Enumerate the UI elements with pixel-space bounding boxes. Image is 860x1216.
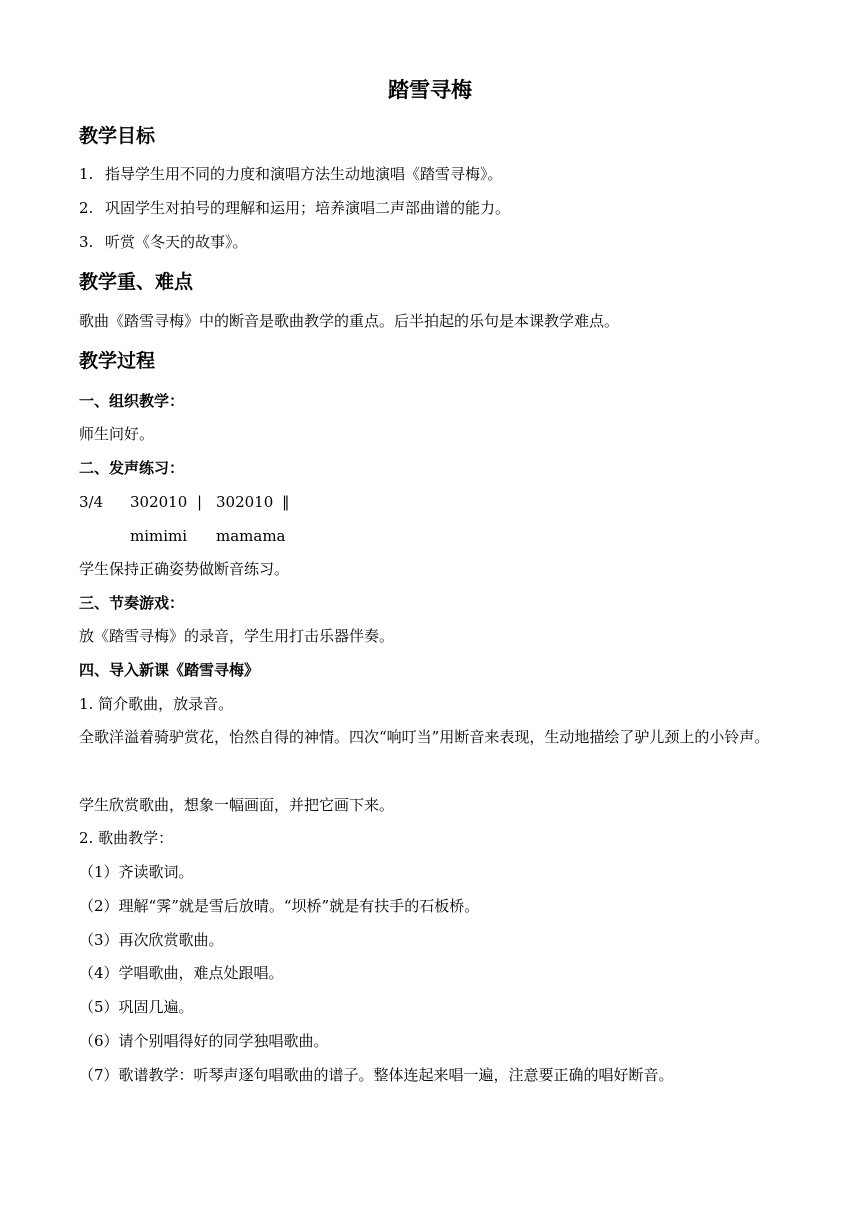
goal-item-3-text: 听赏《冬天的故事》。 [105, 233, 248, 251]
section-1-heading: 一、组织教学： [79, 392, 185, 410]
notation-measure-2: 302010 [216, 493, 274, 511]
section-3-heading: 三、节奏游戏： [79, 594, 185, 612]
goals-heading: 教学目标 [79, 125, 156, 147]
section-4-song-teaching: 2. 歌曲教学： [79, 829, 174, 847]
goal-item-1 [79, 163, 789, 185]
notation-measure-1: 302010 [130, 493, 188, 511]
section-4-heading: 四、导入新课《踏雪寻梅》 [79, 661, 260, 679]
step-4: （4）学唱歌曲，难点处跟唱。 [79, 964, 284, 982]
notation-barline: | [197, 493, 203, 511]
section-1-text: 师生问好。 [79, 425, 155, 443]
section-4-activity: 学生欣赏歌曲，想象一幅画面，并把它画下来。 [79, 796, 395, 814]
goal-item-3-num: 3. [79, 233, 94, 251]
goal-item-2-num: 2. [79, 199, 94, 217]
section-2-text: 学生保持正确姿势做断音练习。 [79, 560, 290, 578]
step-7: （7）歌谱教学：听琴声逐句唱歌曲的谱子。整体连起来唱一遍，注意要正确的唱好断音。 [79, 1066, 674, 1084]
key-points-heading: 教学重、难点 [79, 271, 194, 293]
section-4-intro: 1. 简介歌曲，放录音。 [79, 695, 234, 713]
goal-item-2 [79, 197, 789, 219]
step-1: （1）齐读歌词。 [79, 863, 194, 881]
step-3: （3）再次欣赏歌曲。 [79, 931, 224, 949]
goal-item-2-text: 巩固学生对拍号的理解和运用；培养演唱二声部曲谱的能力。 [105, 199, 511, 217]
syllables-1: mimimi [130, 527, 188, 545]
goal-item-1-num: 1. [79, 165, 94, 183]
goal-item-3 [79, 231, 789, 253]
section-2-heading: 二、发声练习： [79, 459, 185, 477]
document-title: 踏雪寻梅 [388, 78, 472, 102]
step-6: （6）请个别唱得好的同学独唱歌曲。 [79, 1032, 329, 1050]
process-heading: 教学过程 [79, 350, 156, 372]
goal-item-1-text: 指导学生用不同的力度和演唱方法生动地演唱《踏雪寻梅》。 [105, 165, 503, 183]
notation-meter: 3/4 [79, 493, 104, 511]
notation-end-barline: ‖ [282, 493, 290, 511]
section-3-text: 放《踏雪寻梅》的录音，学生用打击乐器伴奏。 [79, 627, 395, 645]
syllables-2: mamama [216, 527, 286, 545]
key-points-text: 歌曲《踏雪寻梅》中的断音是歌曲教学的重点。后半拍起的乐句是本课教学难点。 [79, 312, 620, 330]
section-4-description: 全歌洋溢着骑驴赏花，怡然自得的神情。四次“响叮当”用断音来表现，生动地描绘了驴儿颈上的小铃声。 [79, 728, 770, 746]
step-2: （2）理解“霁”就是雪后放晴。“坝桥”就是有扶手的石板桥。 [79, 897, 480, 915]
step-5: （5）巩固几遍。 [79, 998, 194, 1016]
